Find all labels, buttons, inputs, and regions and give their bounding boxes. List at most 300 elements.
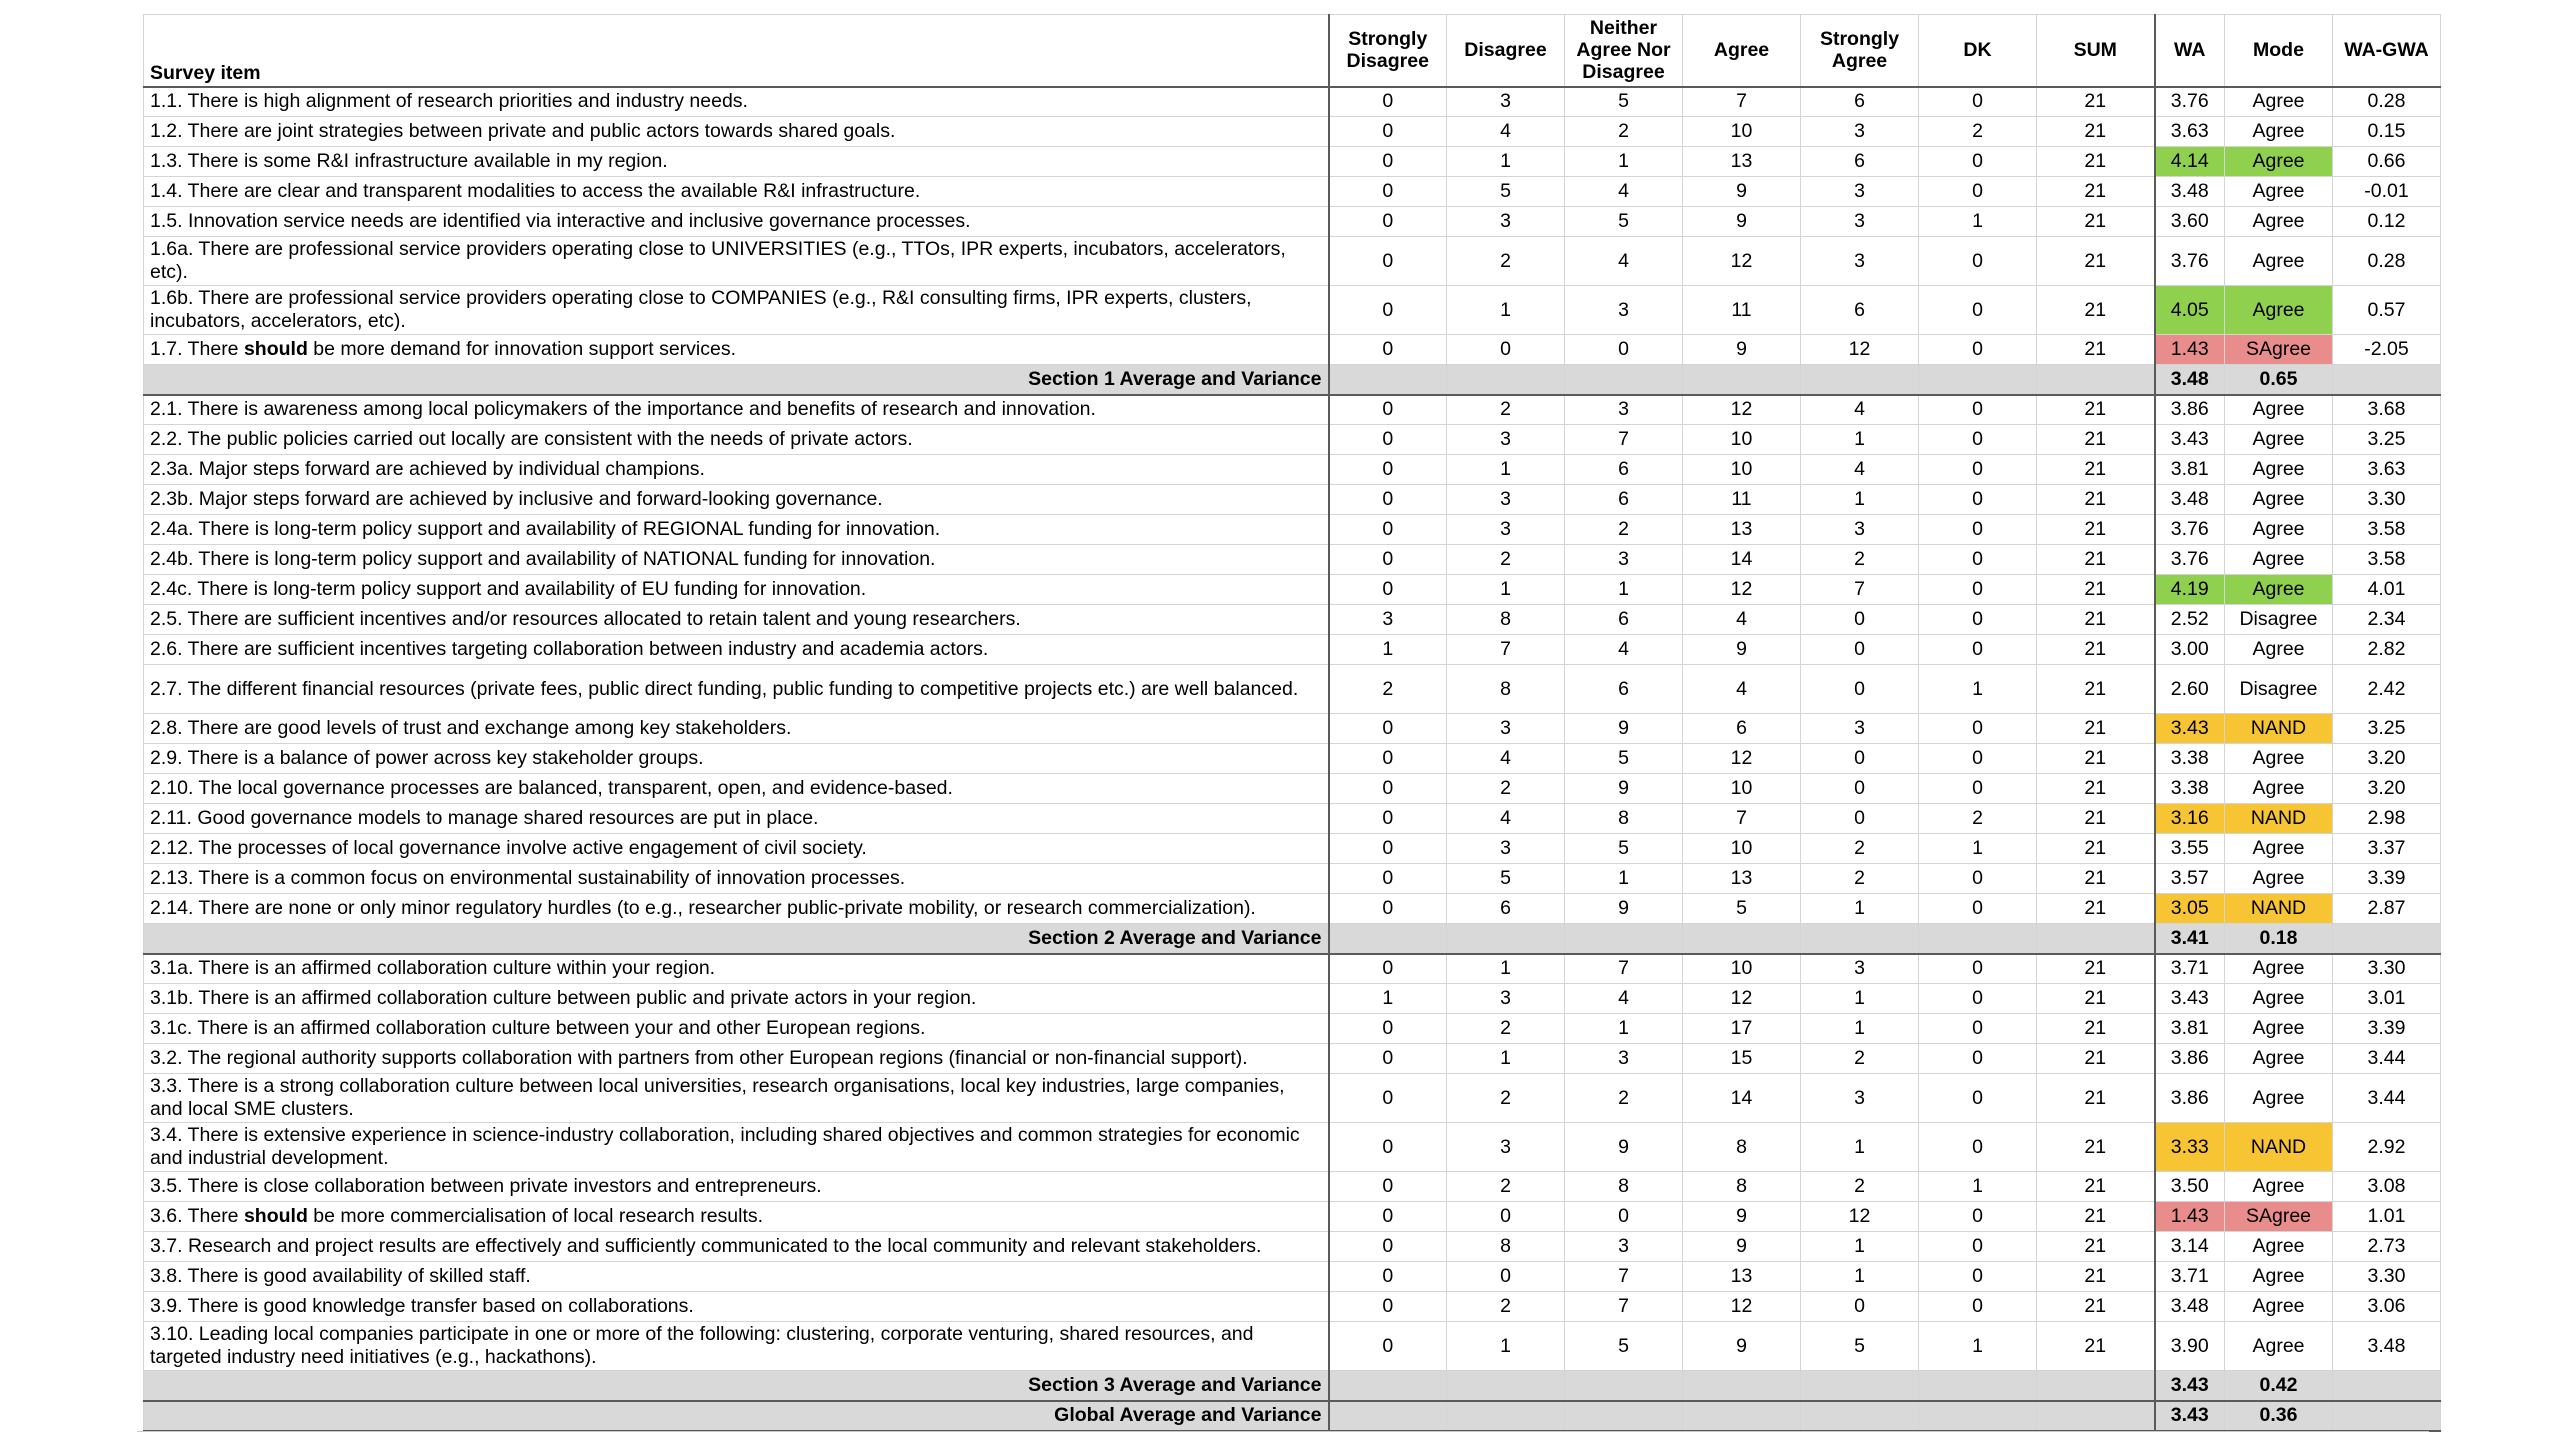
- survey-item-text: [144, 455, 1329, 485]
- wa-cell: 3.86: [2155, 395, 2225, 425]
- disagree-cell: 2: [1447, 1292, 1565, 1322]
- section-summary-row: [144, 924, 2441, 954]
- neither-cell: 5: [1565, 207, 1683, 237]
- agree-cell: 10: [1683, 425, 1801, 455]
- table-row: [144, 834, 2441, 864]
- wa-gwa-cell: 3.30: [2333, 1262, 2441, 1292]
- sum-cell: 21: [2037, 177, 2155, 207]
- item-text: 1.7. There: [150, 338, 244, 360]
- agree-cell: 9: [1683, 1202, 1801, 1232]
- agree-cell: 9: [1683, 1232, 1801, 1262]
- neither-cell: 7: [1565, 1262, 1683, 1292]
- item-text: 1.6b. There are professional service providers operating close to COMPANIES (e.g., R&I consulting firms, IPR experts, clusters, incubators, accelerators, etc).: [150, 287, 1252, 332]
- strongly-agree-cell: 1: [1801, 425, 1919, 455]
- strongly-disagree-cell: 0: [1329, 425, 1447, 455]
- neither-cell: 6: [1565, 455, 1683, 485]
- dk-cell: 1: [1919, 1172, 2037, 1202]
- strongly-agree-cell: 2: [1801, 864, 1919, 894]
- item-text: 3.5. There is close collaboration between private investors and entrepreneurs.: [150, 1175, 822, 1197]
- wa-gwa-cell: 0.66: [2333, 147, 2441, 177]
- wa-gwa-cell: 4.01: [2333, 575, 2441, 605]
- wa-cell: 3.00: [2155, 635, 2225, 665]
- wa-cell: 4.14: [2155, 147, 2225, 177]
- strongly-disagree-cell: 0: [1329, 545, 1447, 575]
- table-row: [144, 1262, 2441, 1292]
- wa-cell: 1.43: [2155, 335, 2225, 365]
- mode-cell: Agree: [2225, 87, 2333, 117]
- empty-cell: [1565, 1401, 1683, 1431]
- agree-cell: 12: [1683, 744, 1801, 774]
- agree-cell: 9: [1683, 335, 1801, 365]
- strongly-agree-cell: 2: [1801, 834, 1919, 864]
- table-row: [144, 117, 2441, 147]
- mode-cell: Agree: [2225, 1014, 2333, 1044]
- mode-cell: Agree: [2225, 485, 2333, 515]
- strongly-disagree-cell: 0: [1329, 335, 1447, 365]
- disagree-cell: 8: [1447, 1232, 1565, 1262]
- strongly-agree-cell: 1: [1801, 1014, 1919, 1044]
- header-strongly-disagree: Strongly Disagree: [1329, 15, 1447, 87]
- header-strongly-agree: Strongly Agree: [1801, 15, 1919, 87]
- item-text: 3.6. There: [150, 1205, 244, 1227]
- section-average: 3.43: [2155, 1371, 2225, 1401]
- neither-cell: 9: [1565, 774, 1683, 804]
- survey-item-text: [144, 425, 1329, 455]
- dk-cell: 0: [1919, 635, 2037, 665]
- dk-cell: 1: [1919, 1322, 2037, 1371]
- item-text: 2.8. There are good levels of trust and exchange among key stakeholders.: [150, 717, 792, 739]
- strongly-disagree-cell: 0: [1329, 117, 1447, 147]
- neither-cell: 7: [1565, 425, 1683, 455]
- sum-cell: 21: [2037, 714, 2155, 744]
- strongly-agree-cell: 12: [1801, 335, 1919, 365]
- wa-gwa-cell: 3.44: [2333, 1044, 2441, 1074]
- neither-cell: 5: [1565, 87, 1683, 117]
- sum-cell: 21: [2037, 286, 2155, 335]
- survey-item-text: [144, 117, 1329, 147]
- sum-cell: 21: [2037, 665, 2155, 714]
- mode-cell: Agree: [2225, 286, 2333, 335]
- neither-cell: 2: [1565, 515, 1683, 545]
- empty-cell: [1801, 924, 1919, 954]
- sum-cell: 21: [2037, 1262, 2155, 1292]
- strongly-disagree-cell: 1: [1329, 984, 1447, 1014]
- table-row: [144, 1202, 2441, 1232]
- table-row: [144, 665, 2441, 714]
- disagree-cell: 8: [1447, 665, 1565, 714]
- strongly-agree-cell: 3: [1801, 1074, 1919, 1123]
- mode-cell: Agree: [2225, 984, 2333, 1014]
- empty-cell: [1683, 1401, 1801, 1431]
- wa-cell: 3.76: [2155, 545, 2225, 575]
- disagree-cell: 5: [1447, 864, 1565, 894]
- table-row: [144, 1172, 2441, 1202]
- wa-gwa-cell: 3.39: [2333, 1014, 2441, 1044]
- mode-cell: Agree: [2225, 774, 2333, 804]
- sum-cell: 21: [2037, 515, 2155, 545]
- table-row: [144, 1044, 2441, 1074]
- survey-item-text: [144, 1074, 1329, 1123]
- survey-item-text: [144, 87, 1329, 117]
- wa-cell: 3.48: [2155, 1292, 2225, 1322]
- dk-cell: 0: [1919, 714, 2037, 744]
- wa-cell: 2.60: [2155, 665, 2225, 714]
- table-row: [144, 605, 2441, 635]
- agree-cell: 12: [1683, 984, 1801, 1014]
- mode-cell: Agree: [2225, 425, 2333, 455]
- wa-gwa-cell: 2.87: [2333, 894, 2441, 924]
- survey-item-text: [144, 237, 1329, 286]
- table-row: [144, 744, 2441, 774]
- agree-cell: 5: [1683, 894, 1801, 924]
- sum-cell: 21: [2037, 335, 2155, 365]
- item-text: 1.4. There are clear and transparent modalities to access the available R&I infrastructure.: [150, 180, 921, 202]
- wa-gwa-cell: 3.25: [2333, 714, 2441, 744]
- item-text: 1.3. There is some R&I infrastructure available in my region.: [150, 150, 668, 172]
- wa-cell: 3.76: [2155, 237, 2225, 286]
- wa-gwa-cell: 0.28: [2333, 237, 2441, 286]
- disagree-cell: 4: [1447, 117, 1565, 147]
- table-body: [144, 87, 2441, 1431]
- wa-cell: 3.48: [2155, 177, 2225, 207]
- wa-cell: 4.05: [2155, 286, 2225, 335]
- agree-cell: 12: [1683, 237, 1801, 286]
- item-text: 2.10. The local governance processes are balanced, transparent, open, and evidence-based.: [150, 777, 953, 799]
- item-text: 2.7. The different financial resources (private fees, public direct funding, public funding to competitive projects etc.) are well balanced.: [150, 677, 1299, 700]
- strongly-disagree-cell: 2: [1329, 665, 1447, 714]
- neither-cell: 4: [1565, 984, 1683, 1014]
- dk-cell: 0: [1919, 1074, 2037, 1123]
- survey-item-text: [144, 545, 1329, 575]
- survey-item-text: [144, 207, 1329, 237]
- item-text: 3.1a. There is an affirmed collaboration culture within your region.: [150, 957, 716, 980]
- strongly-disagree-cell: 0: [1329, 1014, 1447, 1044]
- strongly-disagree-cell: 0: [1329, 1322, 1447, 1371]
- section-variance: 0.42: [2225, 1371, 2333, 1401]
- mode-cell: Agree: [2225, 1074, 2333, 1123]
- mode-cell: Agree: [2225, 455, 2333, 485]
- survey-item-text: [144, 804, 1329, 834]
- dk-cell: 0: [1919, 605, 2037, 635]
- wa-gwa-cell: 3.20: [2333, 744, 2441, 774]
- sum-cell: 21: [2037, 1172, 2155, 1202]
- section-summary-row: [144, 365, 2441, 395]
- disagree-cell: 8: [1447, 605, 1565, 635]
- table-row: [144, 177, 2441, 207]
- table-row: [144, 804, 2441, 834]
- disagree-cell: 2: [1447, 1074, 1565, 1123]
- item-text: 2.11. Good governance models to manage shared resources are put in place.: [150, 807, 819, 829]
- neither-cell: 3: [1565, 1044, 1683, 1074]
- item-text: 3.8. There is good availability of skilled staff.: [150, 1265, 531, 1287]
- survey-item-text: [144, 1322, 1329, 1371]
- dk-cell: 0: [1919, 286, 2037, 335]
- table-row: [144, 207, 2441, 237]
- mode-cell: Agree: [2225, 177, 2333, 207]
- neither-cell: 3: [1565, 286, 1683, 335]
- table-row: [144, 1292, 2441, 1322]
- agree-cell: 12: [1683, 1292, 1801, 1322]
- sum-cell: 21: [2037, 1123, 2155, 1172]
- table-row: [144, 335, 2441, 365]
- agree-cell: 9: [1683, 1322, 1801, 1371]
- wa-cell: 3.71: [2155, 954, 2225, 984]
- neither-cell: 6: [1565, 605, 1683, 635]
- empty-cell: [1683, 924, 1801, 954]
- strongly-disagree-cell: 1: [1329, 635, 1447, 665]
- empty-cell: [1329, 365, 1447, 395]
- neither-cell: 9: [1565, 1123, 1683, 1172]
- table-row: [144, 237, 2441, 286]
- table-row: [144, 984, 2441, 1014]
- dk-cell: 0: [1919, 237, 2037, 286]
- survey-item-text: [144, 1044, 1329, 1074]
- sum-cell: 21: [2037, 455, 2155, 485]
- strongly-agree-cell: 3: [1801, 954, 1919, 984]
- wa-gwa-cell: 2.92: [2333, 1123, 2441, 1172]
- table-row: [144, 894, 2441, 924]
- table-row: [144, 635, 2441, 665]
- survey-item-text: [144, 515, 1329, 545]
- disagree-cell: 1: [1447, 575, 1565, 605]
- wa-cell: 3.43: [2155, 425, 2225, 455]
- strongly-agree-cell: 1: [1801, 1232, 1919, 1262]
- survey-item-text: [144, 395, 1329, 425]
- dk-cell: 1: [1919, 834, 2037, 864]
- wa-cell: 1.43: [2155, 1202, 2225, 1232]
- survey-item-text: [144, 1014, 1329, 1044]
- empty-cell: [1329, 1371, 1447, 1401]
- table-row: [144, 515, 2441, 545]
- disagree-cell: 3: [1447, 485, 1565, 515]
- dk-cell: 1: [1919, 665, 2037, 714]
- agree-cell: 4: [1683, 605, 1801, 635]
- dk-cell: 0: [1919, 147, 2037, 177]
- agree-cell: 10: [1683, 117, 1801, 147]
- empty-cell: [1565, 1371, 1683, 1401]
- sum-cell: 21: [2037, 804, 2155, 834]
- survey-item-text: [144, 894, 1329, 924]
- strongly-agree-cell: 0: [1801, 804, 1919, 834]
- strongly-agree-cell: 12: [1801, 1202, 1919, 1232]
- disagree-cell: 1: [1447, 455, 1565, 485]
- sum-cell: 21: [2037, 1292, 2155, 1322]
- mode-cell: Agree: [2225, 237, 2333, 286]
- table-row: [144, 1322, 2441, 1371]
- survey-item-text: [144, 1262, 1329, 1292]
- agree-cell: 10: [1683, 774, 1801, 804]
- dk-cell: 0: [1919, 545, 2037, 575]
- strongly-agree-cell: 0: [1801, 665, 1919, 714]
- dk-cell: 2: [1919, 804, 2037, 834]
- empty-cell: [2333, 1401, 2441, 1431]
- bottom-divider: [137, 1431, 2429, 1432]
- agree-cell: 9: [1683, 207, 1801, 237]
- mode-cell: NAND: [2225, 894, 2333, 924]
- dk-cell: 0: [1919, 1123, 2037, 1172]
- item-text: 2.13. There is a common focus on environmental sustainability of innovation processes.: [150, 867, 906, 889]
- strongly-agree-cell: 0: [1801, 605, 1919, 635]
- strongly-disagree-cell: 0: [1329, 147, 1447, 177]
- empty-cell: [1919, 365, 2037, 395]
- mode-cell: Agree: [2225, 147, 2333, 177]
- strongly-disagree-cell: 0: [1329, 237, 1447, 286]
- survey-item-text: [144, 575, 1329, 605]
- survey-item-text: [144, 714, 1329, 744]
- wa-gwa-cell: 3.01: [2333, 984, 2441, 1014]
- table-row: [144, 147, 2441, 177]
- strongly-agree-cell: 6: [1801, 286, 1919, 335]
- disagree-cell: 2: [1447, 1014, 1565, 1044]
- strongly-disagree-cell: 0: [1329, 1262, 1447, 1292]
- header-dk: DK: [1919, 15, 2037, 87]
- neither-cell: 4: [1565, 177, 1683, 207]
- empty-cell: [1801, 1401, 1919, 1431]
- item-text: 3.10. Leading local companies participate in one or more of the following: clustering, corporate venturing, shared resources, and targeted industry need initiatives (e.g., hackathons).: [150, 1323, 1254, 1368]
- wa-gwa-cell: 3.63: [2333, 455, 2441, 485]
- disagree-cell: 3: [1447, 714, 1565, 744]
- item-text: 2.14. There are none or only minor regulatory hurdles (to e.g., researcher public-private mobility, or research commercialization).: [150, 897, 1256, 919]
- strongly-agree-cell: 6: [1801, 147, 1919, 177]
- sum-cell: 21: [2037, 1074, 2155, 1123]
- strongly-agree-cell: 4: [1801, 395, 1919, 425]
- survey-item-text: [144, 147, 1329, 177]
- survey-item-text: [144, 774, 1329, 804]
- agree-cell: 10: [1683, 834, 1801, 864]
- disagree-cell: 3: [1447, 87, 1565, 117]
- mode-cell: Agree: [2225, 744, 2333, 774]
- neither-cell: 3: [1565, 1232, 1683, 1262]
- agree-cell: 4: [1683, 665, 1801, 714]
- wa-gwa-cell: 1.01: [2333, 1202, 2441, 1232]
- disagree-cell: 0: [1447, 1262, 1565, 1292]
- strongly-agree-cell: 3: [1801, 177, 1919, 207]
- agree-cell: 7: [1683, 87, 1801, 117]
- neither-cell: 5: [1565, 1322, 1683, 1371]
- strongly-agree-cell: 1: [1801, 485, 1919, 515]
- disagree-cell: 7: [1447, 635, 1565, 665]
- agree-cell: 15: [1683, 1044, 1801, 1074]
- section-label: Section 2 Average and Variance: [144, 924, 1329, 954]
- sum-cell: 21: [2037, 984, 2155, 1014]
- survey-item-text: [144, 984, 1329, 1014]
- wa-gwa-cell: 3.37: [2333, 834, 2441, 864]
- sum-cell: 21: [2037, 575, 2155, 605]
- wa-cell: 4.19: [2155, 575, 2225, 605]
- neither-cell: 9: [1565, 714, 1683, 744]
- section-variance: 0.36: [2225, 1401, 2333, 1431]
- item-text: 1.1. There is high alignment of research priorities and industry needs.: [150, 90, 748, 113]
- strongly-agree-cell: 3: [1801, 515, 1919, 545]
- sum-cell: 21: [2037, 147, 2155, 177]
- sum-cell: 21: [2037, 1202, 2155, 1232]
- disagree-cell: 2: [1447, 1172, 1565, 1202]
- table-row: [144, 425, 2441, 455]
- section-average: 3.43: [2155, 1401, 2225, 1431]
- disagree-cell: 3: [1447, 1123, 1565, 1172]
- wa-gwa-cell: 2.82: [2333, 635, 2441, 665]
- section-variance: 0.65: [2225, 365, 2333, 395]
- sum-cell: 21: [2037, 395, 2155, 425]
- table-row: [144, 1074, 2441, 1123]
- table-row: [144, 714, 2441, 744]
- wa-gwa-cell: 0.57: [2333, 286, 2441, 335]
- agree-cell: 7: [1683, 804, 1801, 834]
- item-text: 2.3a. Major steps forward are achieved by individual champions.: [150, 458, 705, 480]
- mode-cell: Agree: [2225, 954, 2333, 984]
- item-text: 3.3. There is a strong collaboration culture between local universities, research organisations, local key industries, large companies, and local SME clusters.: [150, 1075, 1285, 1120]
- mode-cell: Agree: [2225, 864, 2333, 894]
- empty-cell: [1683, 1371, 1801, 1401]
- survey-item-text: [144, 1232, 1329, 1262]
- agree-cell: 12: [1683, 395, 1801, 425]
- disagree-cell: 3: [1447, 834, 1565, 864]
- disagree-cell: 4: [1447, 804, 1565, 834]
- table-row: [144, 485, 2441, 515]
- header-wa: WA: [2155, 15, 2225, 87]
- sum-cell: 21: [2037, 545, 2155, 575]
- strongly-agree-cell: 1: [1801, 894, 1919, 924]
- empty-cell: [1919, 1371, 2037, 1401]
- empty-cell: [1329, 924, 1447, 954]
- wa-cell: 3.86: [2155, 1074, 2225, 1123]
- disagree-cell: 3: [1447, 207, 1565, 237]
- sum-cell: 21: [2037, 485, 2155, 515]
- wa-cell: 3.90: [2155, 1322, 2225, 1371]
- disagree-cell: 2: [1447, 774, 1565, 804]
- strongly-disagree-cell: 0: [1329, 1123, 1447, 1172]
- wa-cell: 3.05: [2155, 894, 2225, 924]
- empty-cell: [1447, 1371, 1565, 1401]
- strongly-agree-cell: 2: [1801, 545, 1919, 575]
- strongly-disagree-cell: 0: [1329, 1044, 1447, 1074]
- empty-cell: [1683, 365, 1801, 395]
- disagree-cell: 1: [1447, 1322, 1565, 1371]
- strongly-disagree-cell: 0: [1329, 1292, 1447, 1322]
- empty-cell: [1447, 924, 1565, 954]
- mode-cell: Agree: [2225, 1292, 2333, 1322]
- section-average: 3.48: [2155, 365, 2225, 395]
- agree-cell: 13: [1683, 147, 1801, 177]
- strongly-disagree-cell: 0: [1329, 455, 1447, 485]
- wa-gwa-cell: 3.30: [2333, 485, 2441, 515]
- wa-cell: 3.57: [2155, 864, 2225, 894]
- sum-cell: 21: [2037, 207, 2155, 237]
- strongly-agree-cell: 2: [1801, 1044, 1919, 1074]
- wa-cell: 3.55: [2155, 834, 2225, 864]
- wa-gwa-cell: 0.12: [2333, 207, 2441, 237]
- survey-item-text: [144, 177, 1329, 207]
- dk-cell: 0: [1919, 864, 2037, 894]
- item-text: 1.6a. There are professional service providers operating close to UNIVERSITIES (e.g., TTOs, IPR experts, incubators, accelerators, etc).: [150, 238, 1286, 283]
- disagree-cell: 2: [1447, 237, 1565, 286]
- wa-cell: 3.76: [2155, 515, 2225, 545]
- neither-cell: 5: [1565, 834, 1683, 864]
- strongly-agree-cell: 3: [1801, 714, 1919, 744]
- dk-cell: 0: [1919, 744, 2037, 774]
- survey-results-table: [143, 14, 2441, 1432]
- wa-cell: 3.38: [2155, 744, 2225, 774]
- header-disagree: Disagree: [1447, 15, 1565, 87]
- wa-cell: 3.50: [2155, 1172, 2225, 1202]
- item-text: 2.4a. There is long-term policy support and availability of REGIONAL funding for innovation.: [150, 518, 941, 540]
- survey-item-text: [144, 954, 1329, 984]
- strongly-disagree-cell: 0: [1329, 954, 1447, 984]
- disagree-cell: 1: [1447, 1044, 1565, 1074]
- strongly-agree-cell: 2: [1801, 1172, 1919, 1202]
- agree-cell: 9: [1683, 177, 1801, 207]
- agree-cell: 14: [1683, 545, 1801, 575]
